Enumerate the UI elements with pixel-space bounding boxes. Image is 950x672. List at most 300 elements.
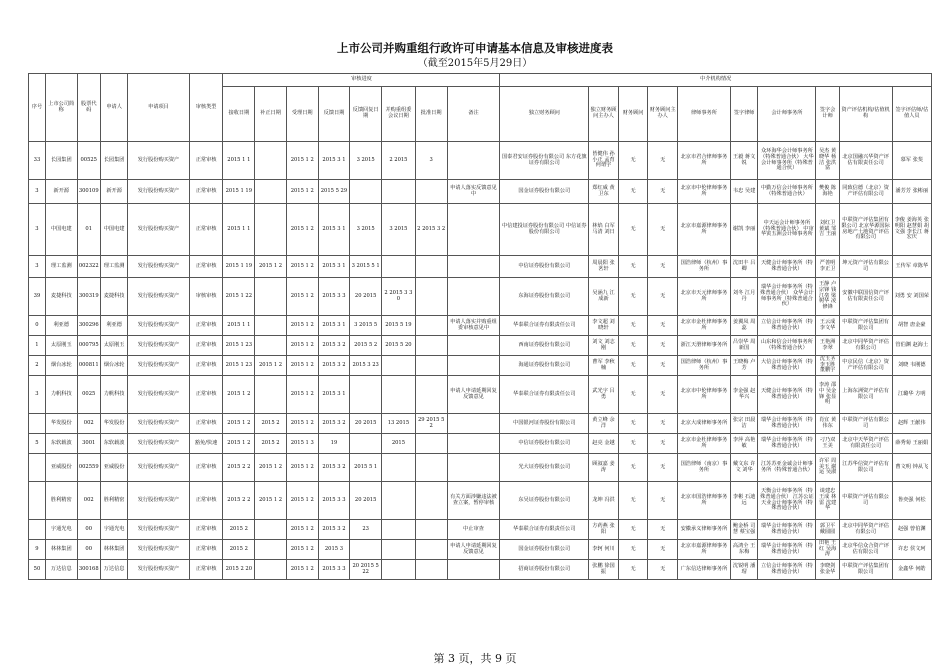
table-cell: 李轲 何川	[589, 540, 619, 560]
table-cell: 有关方面涉嫌违法被查立案，暂停审核	[447, 482, 500, 520]
table-cell: 20 2015	[350, 278, 382, 316]
table-cell: 20 2015	[350, 414, 382, 434]
table-cell: 无	[618, 376, 648, 414]
table-cell: 山东和信会计师事务所（特殊普通合伙）	[758, 336, 816, 356]
table-cell: 发行股份购买资产	[128, 414, 189, 434]
table-row	[29, 540, 932, 560]
table-cell: 2015 1 2	[223, 376, 255, 414]
table-cell: 3 2015 5	[350, 316, 382, 336]
table-cell: 王艳洲 李翠	[816, 336, 839, 356]
header-cell: 会计师事务所	[758, 87, 816, 142]
table-cell: 正常审核	[189, 482, 223, 520]
table-cell: 力帆科技	[45, 376, 77, 414]
table-cell: 安徽承义律师事务所	[677, 520, 730, 540]
table-cell: 谈建忠 王成 林雷 沈建华	[816, 482, 839, 520]
table-cell: 1	[29, 336, 46, 356]
table-cell	[255, 520, 287, 540]
table-cell: 龙坤 冯洪	[589, 482, 619, 520]
table-cell: 33	[29, 142, 46, 180]
header-cell: 批准日期	[415, 87, 447, 142]
table-row	[29, 256, 932, 278]
table-cell: 300319	[77, 278, 100, 316]
table-cell: 正常审核	[189, 180, 223, 204]
table-cell	[415, 376, 447, 414]
table-cell: 管伯渊 赵海土	[892, 336, 931, 356]
table-cell	[350, 180, 382, 204]
table-cell: 东软载波	[100, 434, 127, 454]
table-cell	[415, 560, 447, 580]
table-cell: 2015 3 2	[318, 414, 350, 434]
table-cell: 太原刚玉	[100, 336, 127, 356]
page-title: 上市公司并购重组行政许可申请基本信息及审核进度表	[337, 41, 613, 55]
table-cell	[350, 540, 382, 560]
table-cell: 太原刚玉	[45, 336, 77, 356]
table-cell: 发行股份购买资产	[128, 180, 189, 204]
table-cell: 发行股份购买资产	[128, 336, 189, 356]
table-cell: 曹文明 钟从飞	[892, 454, 931, 482]
table-cell: 2015 3 2	[318, 336, 350, 356]
table-row	[29, 414, 932, 434]
header-cell: 资产评估机构/估值机构	[839, 87, 892, 142]
table-cell: 立信会计师事务所（特殊普通合伙）	[758, 560, 816, 580]
table-cell: 002559	[77, 454, 100, 482]
table-cell: 刘文 刘志刚	[589, 336, 619, 356]
table-cell: 沈锐明 潘瑁	[730, 560, 757, 580]
table-cell: 北京华信众合资产评估有限公司	[839, 540, 892, 560]
table-cell: 0	[29, 316, 46, 336]
table-cell: 2015 1 2	[223, 434, 255, 454]
table-cell: 无	[648, 180, 678, 204]
table-cell: 300109	[77, 180, 100, 204]
header-cell: 反馈日期	[318, 87, 350, 142]
table-cell: 2015 1 2	[286, 376, 318, 414]
header-cell: 补正日期	[255, 87, 287, 142]
table-cell: 韦忠 吴建	[730, 180, 757, 204]
table-cell: 瑞华会计师事务所（特殊普通合伙）	[758, 414, 816, 434]
header-cell: 独立财务顾问	[500, 87, 589, 142]
table-cell: 中国电建	[45, 204, 77, 256]
table-cell: 中国电建	[100, 204, 127, 256]
table-cell: 00525	[77, 142, 100, 180]
group-header-review: 审核进度	[223, 74, 500, 87]
table-cell: 北京中同华资产评估有限公司	[839, 520, 892, 540]
table-cell: 李金强 赵华兴	[730, 376, 757, 414]
table-cell: 3 2015	[382, 204, 416, 256]
table-cell	[255, 204, 287, 256]
table-cell	[447, 278, 500, 316]
table-cell: 新开源	[100, 180, 127, 204]
table-cell: 13 2015	[382, 414, 416, 434]
table-cell: 无	[648, 142, 678, 180]
table-row	[29, 454, 932, 482]
table-cell: 2015 1 2	[223, 414, 255, 434]
table-cell: 中信证券股份有限公司	[500, 434, 589, 454]
table-cell: 发行股份购买资产	[128, 520, 189, 540]
table-row	[29, 278, 932, 316]
table-cell: 无	[618, 560, 648, 580]
table-cell: 2015 3 2	[318, 356, 350, 376]
table-cell	[447, 336, 500, 356]
table-cell: 2015 3 2	[318, 454, 350, 482]
table-cell: 无	[618, 520, 648, 540]
table-cell: 胡智 唐金豪	[892, 316, 931, 336]
table-cell: 吕崇华 周新国	[730, 336, 757, 356]
table-cell: 赵亮 金越	[589, 434, 619, 454]
table-cell: 国浩律师（杭州）事务所	[677, 356, 730, 376]
table-cell: 39	[29, 278, 46, 316]
table-cell: 新开源	[45, 180, 77, 204]
table-cell: 曹军 李秋楠	[589, 356, 619, 376]
table-cell: 发行股份购买资产	[128, 454, 189, 482]
table-cell: 利亚德	[100, 316, 127, 336]
table-cell	[255, 316, 287, 336]
table-cell: 2015 5 19	[382, 316, 416, 336]
table-cell: 光大证券股份有限公司	[500, 454, 589, 482]
table-cell: 2015 5 2	[350, 336, 382, 356]
table-cell: 国金证券股份有限公司	[500, 180, 589, 204]
table-cell: 2015 3 1	[318, 316, 350, 336]
header-cell: 签字评估师/估值人员	[892, 87, 931, 142]
table-cell	[415, 540, 447, 560]
table-cell	[382, 520, 416, 540]
table-cell: 29 2015 5 2	[415, 414, 447, 434]
header-cell: 律师事务所	[677, 87, 730, 142]
table-cell	[255, 560, 287, 580]
table-cell: 2015 5 29	[318, 180, 350, 204]
table-cell: 无	[618, 356, 648, 376]
table-cell: 无	[648, 454, 678, 482]
table-row	[29, 142, 932, 180]
table-cell: 无	[618, 180, 648, 204]
table-cell: 中联资产评估有限公司	[839, 482, 892, 520]
table-cell	[255, 180, 287, 204]
table-cell: 正常审核	[189, 376, 223, 414]
header-cell: 独立财务顾问主办人	[589, 87, 619, 142]
table-cell	[415, 434, 447, 454]
table-cell: 申请人落实反馈意见中	[447, 180, 500, 204]
table-cell: 2015 1 2	[286, 560, 318, 580]
table-cell: 2015 2 2	[223, 482, 255, 520]
table-cell: 2015 1 2	[286, 482, 318, 520]
table-cell: 烟台冰轮	[45, 356, 77, 376]
table-cell: 王传军 章陈华	[892, 256, 931, 278]
table-cell: 华发股份	[45, 414, 77, 434]
table-cell: 中止审查	[447, 520, 500, 540]
header-cell: 签字会计师	[816, 87, 839, 142]
table-cell: 刘勇 安 刘国荣	[892, 278, 931, 316]
table-cell	[350, 434, 382, 454]
table-cell: 3	[29, 376, 46, 414]
table-cell: 5	[29, 434, 46, 454]
table-cell: 无	[648, 434, 678, 454]
table-cell: 金鑫华 何皓	[892, 560, 931, 580]
table-cell: 发行股份购买资产	[128, 560, 189, 580]
table-cell: 林焰 白军 马清 刘日	[589, 204, 619, 256]
table-cell: 无	[618, 482, 648, 520]
table-cell: 2015 1 2	[255, 482, 287, 520]
table-cell: 林林集团	[100, 540, 127, 560]
header-cell: 签字律师	[730, 87, 757, 142]
table-cell: 2015 3 3	[318, 560, 350, 580]
table-cell: 2015 1 2	[286, 520, 318, 540]
table-cell: 无	[648, 336, 678, 356]
table-cell: 2015 1 1	[223, 142, 255, 180]
table-cell: 2015	[382, 434, 416, 454]
table-cell: 无	[648, 204, 678, 256]
table-cell: 李俊 姜海英 张明阳 赵慧娟 胡文强 李长江 蒋宏庆	[892, 204, 931, 256]
table-cell: 王毅 蒋文锐	[730, 142, 757, 180]
table-cell: 鲍金桥 司慧 蔡宝强	[730, 520, 757, 540]
table-cell	[255, 376, 287, 414]
table-cell: 江苏华信资产评估有限公司	[839, 454, 892, 482]
table-cell: 发行股份购买资产	[128, 434, 189, 454]
table-cell: 2	[29, 356, 46, 376]
table-cell: 2015 1 2	[286, 540, 318, 560]
table-cell	[415, 336, 447, 356]
table-cell: 申请人申请延期回复反馈意见	[447, 376, 500, 414]
table-cell: 正常审核	[189, 204, 223, 256]
table-cell	[415, 256, 447, 278]
table-cell: 无	[618, 204, 648, 256]
table-cell: 大信会计师事务所（特殊普通合伙）	[758, 356, 816, 376]
table-cell: 赵强 曾伯渊	[892, 520, 931, 540]
table-cell	[255, 336, 287, 356]
table-cell: 北京中天华资产评估有限责任公司	[839, 434, 892, 454]
table-cell: 无	[648, 278, 678, 316]
table-cell: 李萍 高艳敏	[730, 434, 757, 454]
table-cell: 2015 1 2	[286, 356, 318, 376]
table-cell: 正常审核	[189, 142, 223, 180]
table-cell: 安徽中联国信资产评估有限责任公司	[839, 278, 892, 316]
table-cell: 北京市金杜律师事务所	[677, 434, 730, 454]
table-cell	[29, 482, 46, 520]
table-cell: 浙江天册律师事务所	[677, 336, 730, 356]
table-cell: 无	[618, 278, 648, 316]
table-cell: 沈田丰 吕卿	[730, 256, 757, 278]
table-cell: 麦捷科技	[100, 278, 127, 316]
table-cell: 2015 1 2	[286, 180, 318, 204]
table-cell: 2015 1 23	[223, 336, 255, 356]
table-cell: 严善明 李正卫	[816, 256, 839, 278]
table-cell	[415, 278, 447, 316]
table-cell	[447, 356, 500, 376]
table-cell: 戴文东 许文 刘华	[730, 454, 757, 482]
table-cell: 发行股份购买资产	[128, 482, 189, 520]
table-cell: 烟台冰轮	[100, 356, 127, 376]
table-cell: 2015 1 2	[255, 256, 287, 278]
table-cell: 无	[618, 414, 648, 434]
table-cell: 北京市天元律师事务所	[677, 278, 730, 316]
table-cell: 肖宜 黄伟东	[816, 414, 839, 434]
table-cell: 2015 3 3	[318, 482, 350, 520]
table-cell: 中勤万信会计师事务所（特殊普通合伙）	[758, 180, 816, 204]
table-cell: 瑞华会计师事务所（特殊普通合伙） 众华会计师事务所（特殊普通合伙）	[758, 278, 816, 316]
table-row	[29, 180, 932, 204]
progress-table	[28, 73, 932, 580]
table-cell: 2015 2	[255, 414, 287, 434]
table-cell: 2015 1 3	[286, 434, 318, 454]
table-cell: 中国银河证券股份有限公司	[500, 414, 589, 434]
table-cell: 高鸿全 王东梅	[730, 540, 757, 560]
table-cell: 正常审核	[189, 356, 223, 376]
table-cell: 万达信息	[100, 560, 127, 580]
table-cell	[447, 256, 500, 278]
table-cell: 北京中同华资产评估有限公司	[839, 336, 892, 356]
table-cell: 北京市金杜律师事务所	[677, 316, 730, 336]
table-cell: 无	[618, 316, 648, 336]
table-cell: 北京大成律师事务所	[677, 414, 730, 434]
table-cell: 田艳 王红 吴海涛	[816, 540, 839, 560]
table-cell: 国泰君安证券股份有限公司 东方花旗证券有限公司	[500, 142, 589, 180]
header-cell: 审核类型	[189, 74, 223, 142]
page-subtitle: （截至2015年5月29日）	[417, 58, 533, 69]
table-cell: 2015 3	[318, 540, 350, 560]
table-row	[29, 316, 932, 336]
table-cell: 李涛 邵中 吴金锋 张显明	[816, 376, 839, 414]
header-cell: 财务顾问	[618, 87, 648, 142]
group-header-intermediary: 中介机构情况	[500, 74, 932, 87]
table-cell	[415, 482, 447, 520]
table-cell: 王静 卢宗锋 钱江垒 梁树华 凌修锋	[816, 278, 839, 316]
table-cell: 无	[648, 414, 678, 434]
table-cell: 理工监测	[45, 256, 77, 278]
table-cell: 北京市君合律师事务所	[677, 142, 730, 180]
table-cell: 樊俊 陈海艳	[816, 180, 839, 204]
header-cell: 备注	[447, 87, 500, 142]
table-cell: 300296	[77, 316, 100, 336]
table-cell: 亚威股份	[45, 454, 77, 482]
header-cell: 股票代码	[77, 74, 100, 142]
table-cell: 3	[29, 256, 46, 278]
table-cell: 申请人申请延期回复反馈意见	[447, 540, 500, 560]
table-cell	[29, 414, 46, 434]
table-row	[29, 204, 932, 256]
table-cell: 2015 1 2	[286, 256, 318, 278]
table-cell: 2015 1 22	[223, 278, 255, 316]
table-cell: 天健会计师事务所（特殊普通合伙）	[758, 256, 816, 278]
table-cell: 天衡会计师事务所（特殊普通合伙） 江苏公证天业会计师事务所（特殊普通合伙）	[758, 482, 816, 520]
table-cell: 张鹏 徐国振	[589, 560, 619, 580]
table-cell: 吴杰 黄晓华 杨洁 张洪富	[816, 142, 839, 180]
header-cell: 财务顾问主办人	[648, 87, 678, 142]
table-cell: 吴涵九 江成新	[589, 278, 619, 316]
table-cell: 武光宇 吕勇	[589, 376, 619, 414]
table-cell: 北京市嘉源律师事务所	[677, 540, 730, 560]
table-cell: 刘红卫 黄斌 邹吉 王丽	[816, 204, 839, 256]
table-cell: 无	[648, 560, 678, 580]
table-cell: 2015 5 20	[382, 336, 416, 356]
table-cell: 中信建投证券股份有限公司 中信证券股份有限公司	[500, 204, 589, 256]
table-cell: 中联资产评估有限公司	[839, 414, 892, 434]
table-cell: 江苏苏亚金诚会计师事务所（特殊普通合伙）	[758, 454, 816, 482]
table-cell	[350, 376, 382, 414]
table-cell: 瑞华会计师事务所（特殊普通合伙）	[758, 434, 816, 454]
table-cell: 中联资产评估集团有限公司 北京华源国际房地产土地资产评估有限公司	[839, 204, 892, 256]
table-cell: 无	[648, 376, 678, 414]
table-cell: 2015 1 2	[255, 356, 287, 376]
table-cell: 2015 1 2	[286, 316, 318, 336]
table-cell: 000795	[77, 336, 100, 356]
table-cell: 发行股份购买资产	[128, 316, 189, 336]
table-body	[29, 142, 932, 580]
table-cell: 无	[618, 434, 648, 454]
table-cell	[382, 482, 416, 520]
table-cell: 刘晓 韦刚德	[892, 356, 931, 376]
table-cell: 3 2015	[350, 142, 382, 180]
header-cell: 上市公司简称	[45, 74, 77, 142]
table-cell: 理工监测	[100, 256, 127, 278]
table-cell: 立信会计师事务所（特殊普通合伙）	[758, 316, 816, 336]
table-cell: 50	[29, 560, 46, 580]
table-cell: 东海证券股份有限公司	[500, 278, 589, 316]
table-cell: 300168	[77, 560, 100, 580]
table-cell: 众环海华会计师事务所（特殊普通合伙） 大华会计师事务所（特殊普通合伙）	[758, 142, 816, 180]
table-cell: 9	[29, 540, 46, 560]
table-cell: 潘芳芳 张彬丽	[892, 180, 931, 204]
table-cell	[447, 454, 500, 482]
header-cell: 申请人	[100, 74, 127, 142]
table-cell	[415, 356, 447, 376]
table-cell	[447, 434, 500, 454]
table-cell: 发行股份购买资产	[128, 540, 189, 560]
table-cell: 2015 1 2	[286, 142, 318, 180]
table-cell: 黄立峰 余洋	[589, 414, 619, 434]
table-cell: 2015 1 2	[255, 454, 287, 482]
table-cell: 正常审核	[189, 414, 223, 434]
table-row	[29, 482, 932, 520]
header-cell: 反馈回复日期	[350, 87, 382, 142]
table-cell: 0025	[77, 376, 100, 414]
table-cell	[382, 560, 416, 580]
table-cell	[415, 454, 447, 482]
table-cell	[415, 520, 447, 540]
table-cell: 华发股份	[100, 414, 127, 434]
table-cell: 姜翼凤 周蕊	[730, 316, 757, 336]
table-cell: 方药燕 张阳	[589, 520, 619, 540]
table-cell: 李文超 刘晓轩	[589, 316, 619, 336]
table-cell: 2015 1 19	[223, 180, 255, 204]
table-cell: 坤元资产评估有限公司	[839, 256, 892, 278]
table-cell: 利亚德	[45, 316, 77, 336]
header-cell: 序号	[29, 74, 46, 142]
table-cell: 发行股份购买资产	[128, 356, 189, 376]
table-cell	[447, 142, 500, 180]
table-cell	[382, 256, 416, 278]
header-cell: 申请项目	[128, 74, 189, 142]
table-cell: 林林集团	[45, 540, 77, 560]
table-cell: 瑞华会计师事务所（特殊普通合伙）	[758, 540, 816, 560]
table-cell: 郭卫平 戴圆圆	[816, 520, 839, 540]
table-cell: 中信证券股份有限公司	[500, 256, 589, 278]
table-cell: 国浩律师（南京）事务所	[677, 454, 730, 482]
header-cell: 接收日期	[223, 87, 255, 142]
table-cell: 鲁奕强 何松	[892, 482, 931, 520]
table-row	[29, 336, 932, 356]
table-row	[29, 376, 932, 414]
table-cell: 正常审核	[189, 316, 223, 336]
table-cell: 2015 1 1	[223, 204, 255, 256]
table-cell: 皆健伟 孙小正 孟育 何谓宇	[589, 142, 619, 180]
table-cell: 20 2015 5 22	[350, 560, 382, 580]
table-cell: 郑红威 黄卫东	[589, 180, 619, 204]
table-cell: 发行股份购买资产	[128, 142, 189, 180]
table-cell	[447, 560, 500, 580]
table-cell: 豁免/快速	[189, 434, 223, 454]
table-cell	[382, 180, 416, 204]
table-cell: 东软载波	[45, 434, 77, 454]
table-cell: 瑞华会计师事务所（特殊普通合伙）	[758, 520, 816, 540]
table-cell: 2015 1 2	[286, 336, 318, 356]
